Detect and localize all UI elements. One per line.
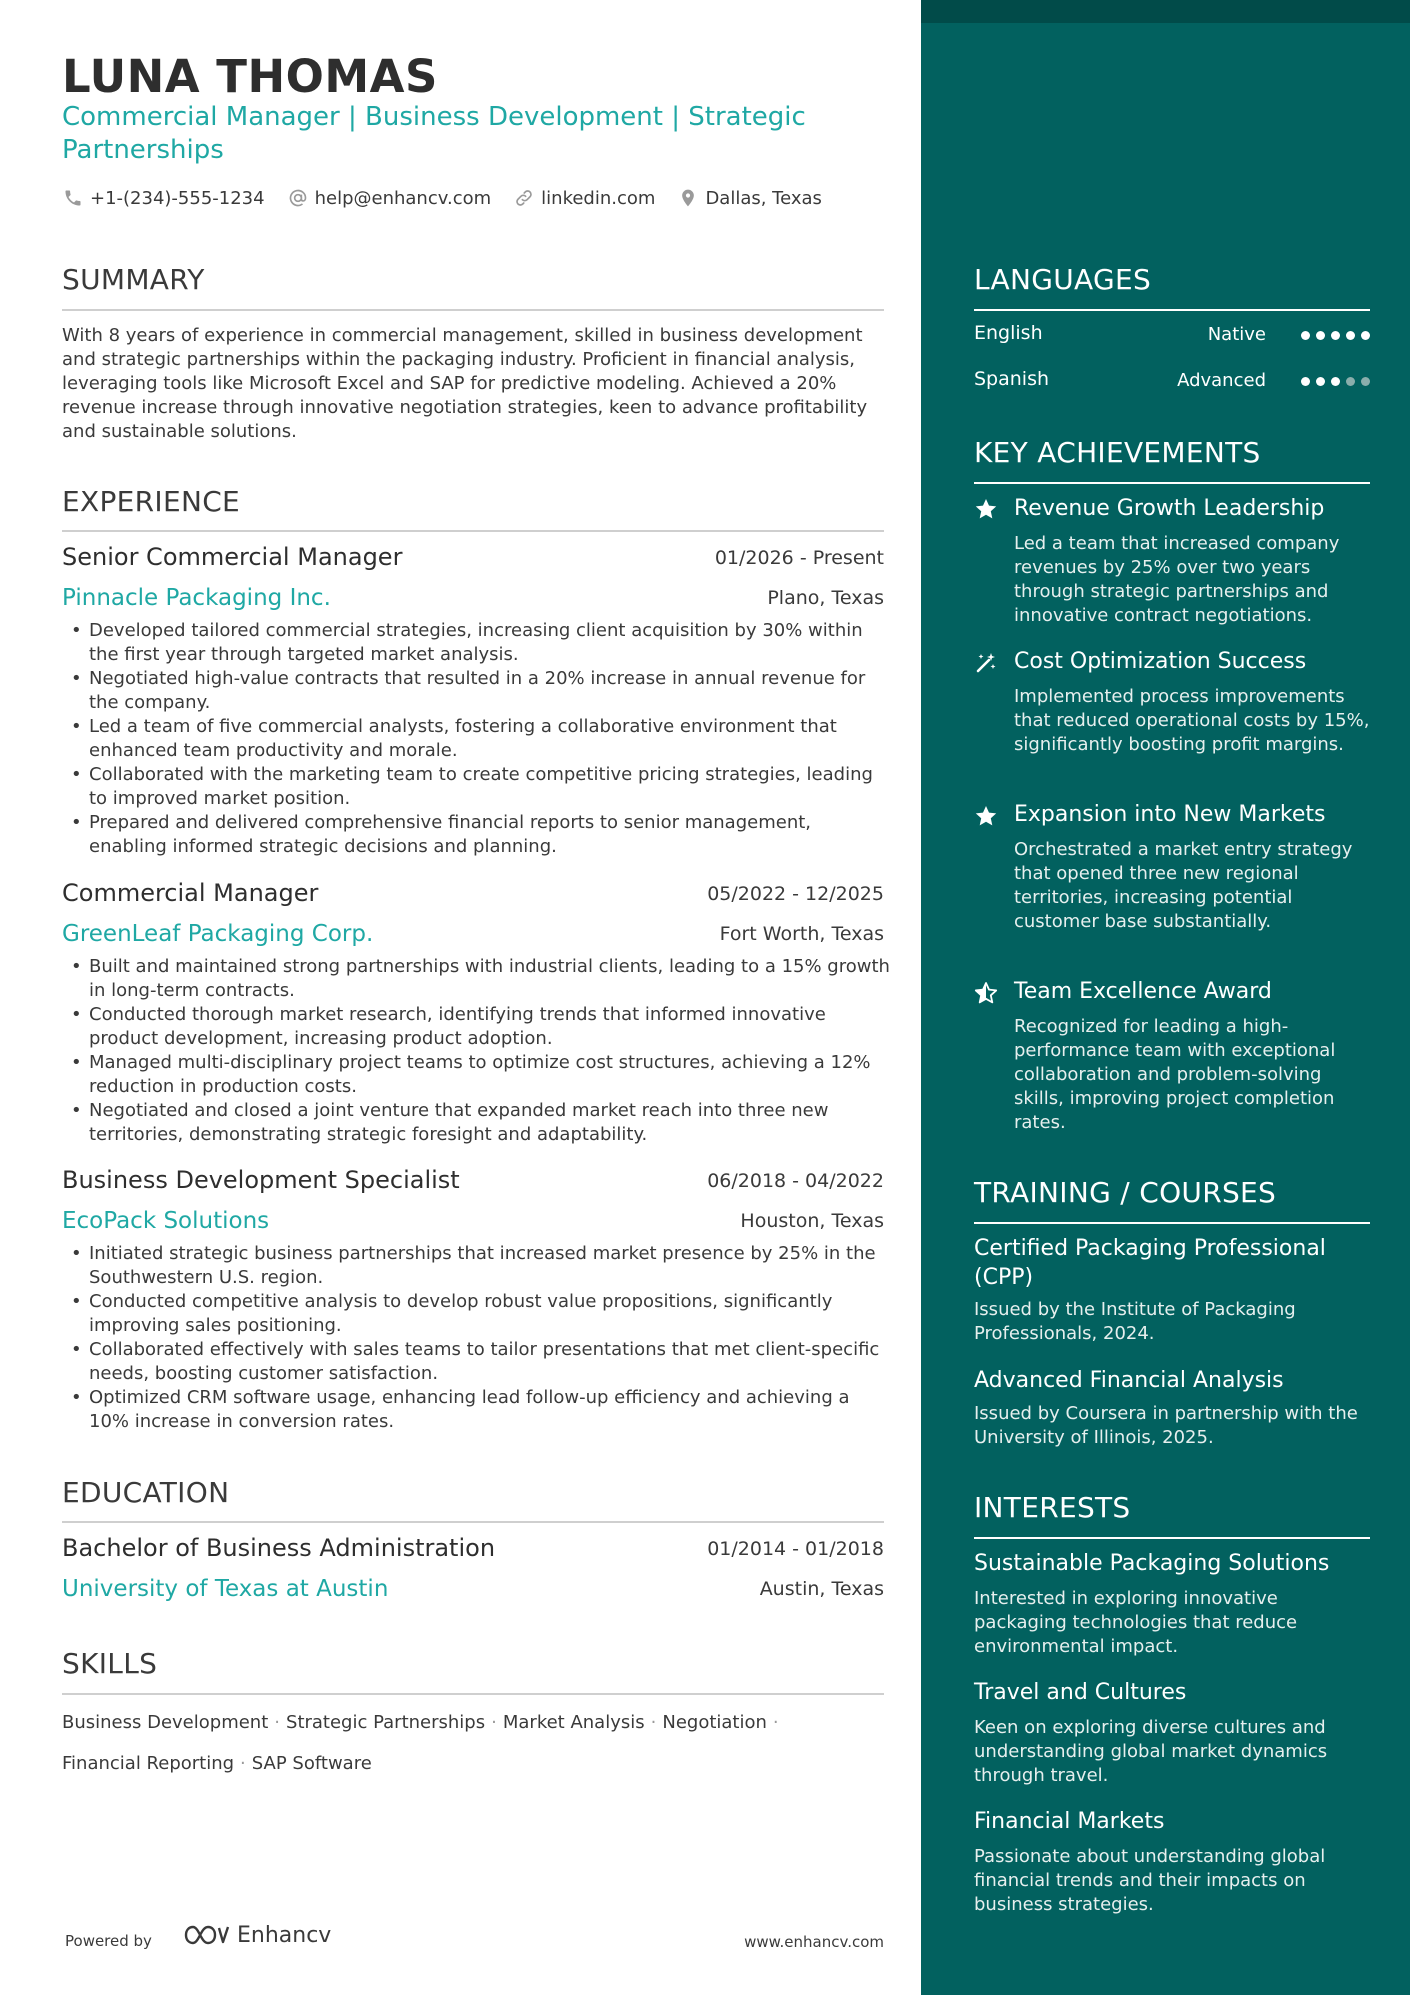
- job-bullets: [62, 619, 892, 859]
- education-degree: Bachelor of Business Administration: [62, 1534, 496, 1562]
- language-row: [974, 322, 1370, 350]
- separator-dot: ·: [772, 1712, 779, 1733]
- achievement-desc: Recognized for leading a high-performance team with exceptional collaboration and problem-solving skills, improving project completion rates.: [1014, 1016, 1336, 1133]
- experience-heading: EXPERIENCE: [62, 485, 241, 518]
- job-bullet: • Collaborated with the marketing team to create competitive pricing strategies, leading to improved market position.: [62, 763, 892, 811]
- rating-dot: [1361, 331, 1370, 340]
- job-dates: 05/2022 - 12/2025: [707, 883, 884, 905]
- interest-title: Financial Markets: [974, 1809, 1165, 1834]
- sidebar: [921, 0, 1410, 1995]
- rating-dot: [1346, 331, 1355, 340]
- achievement-title: Expansion into New Markets: [1014, 802, 1326, 827]
- training-divider: [974, 1222, 1370, 1224]
- star-icon: [974, 804, 1000, 830]
- education-divider: [62, 1521, 884, 1523]
- enhancv-logo-text: Enhancv: [237, 1922, 332, 1948]
- separator-dot: ·: [650, 1712, 657, 1733]
- skill-item: Business Development: [62, 1712, 269, 1733]
- job-location: Plano, Texas: [767, 587, 884, 609]
- contact-linkedin-text: linkedin.com: [541, 187, 656, 209]
- candidate-name: LUNA THOMAS: [62, 50, 438, 103]
- interests-divider: [974, 1537, 1370, 1539]
- interest-title: Sustainable Packaging Solutions: [974, 1551, 1330, 1576]
- half-star-icon: [974, 981, 1000, 1007]
- achievement-title: Team Excellence Award: [1014, 979, 1272, 1004]
- training-heading: TRAINING / COURSES: [974, 1176, 1277, 1209]
- skills-heading: SKILLS: [62, 1647, 158, 1680]
- job-bullets: [62, 1242, 892, 1434]
- skills-list: [62, 1702, 862, 1784]
- skill-item: Negotiation: [662, 1712, 767, 1733]
- summary-heading: SUMMARY: [62, 263, 205, 296]
- training-title: Certified Packaging Professional (CPP): [974, 1236, 1326, 1290]
- rating-dot: [1301, 377, 1310, 386]
- rating-dot: [1346, 377, 1355, 386]
- enhancv-logo[interactable]: [183, 1922, 331, 1948]
- job-company[interactable]: EcoPack Solutions: [62, 1208, 270, 1234]
- separator-dot: ·: [274, 1712, 281, 1733]
- interest-desc: Passionate about understanding global financial trends and their impacts on business strategies.: [974, 1846, 1326, 1915]
- contact-phone-text: +1-(234)-555-1234: [90, 187, 265, 209]
- job-bullet: • Conducted thorough market research, identifying trends that informed innovative product development, increasing product adoption.: [62, 1003, 892, 1051]
- separator-dot: ·: [491, 1712, 497, 1733]
- languages-divider: [974, 309, 1370, 311]
- rating-dot: [1331, 377, 1340, 386]
- achievement-desc: Led a team that increased company revenues by 25% over two years through strategic partnerships and innovative contract negotiations.: [1014, 533, 1340, 626]
- job-bullet: • Negotiated high-value contracts that resulted in a 20% increase in annual revenue for the company.: [62, 667, 892, 715]
- rating-dot: [1316, 331, 1325, 340]
- education-location: Austin, Texas: [759, 1578, 884, 1600]
- job-title: Commercial Manager: [62, 879, 319, 907]
- summary-text: With 8 years of experience in commercial management, skilled in business development and strategic partnerships within the packaging industry. Proficient in financial analysis, leveraging tools like Microsoft Excel and SAP for predictive modeling. Achieved a 20% revenue increase through innovative negotiation strategies, keen to advance profitability and sustainable solutions.: [62, 325, 868, 442]
- contact-email-text: help@enhancv.com: [314, 187, 492, 209]
- language-name: Spanish: [974, 368, 1050, 390]
- interest-desc: Keen on exploring diverse cultures and understanding global market dynamics through travel.: [974, 1717, 1328, 1786]
- languages-heading: LANGUAGES: [974, 263, 1152, 296]
- training-desc: Issued by the Institute of Packaging Professionals, 2024.: [974, 1299, 1296, 1344]
- job-bullet: • Initiated strategic business partnerships that increased market presence by 25% in the Southwestern U.S. region.: [62, 1242, 892, 1290]
- sidebar-top-band: [921, 0, 1410, 23]
- language-rating: [1295, 377, 1370, 386]
- job-bullet: • Managed multi-disciplinary project teams to optimize cost structures, achieving a 12% reduction in production costs.: [62, 1051, 892, 1099]
- job-bullet: • Negotiated and closed a joint venture that expanded market reach into three new territories, demonstrating strategic foresight and adaptability.: [62, 1099, 892, 1147]
- powered-by-label: Powered by: [65, 1932, 152, 1950]
- location-pin-icon: [677, 187, 699, 209]
- interests-heading: INTERESTS: [974, 1491, 1131, 1524]
- training-title: Advanced Financial Analysis: [974, 1368, 1284, 1393]
- skill-item: Financial Reporting: [62, 1753, 235, 1774]
- contact-linkedin[interactable]: [513, 187, 655, 209]
- training-desc: Issued by Coursera in partnership with the University of Illinois, 2025.: [974, 1403, 1358, 1448]
- education-heading: EDUCATION: [62, 1476, 230, 1509]
- language-level: Native: [1207, 324, 1266, 345]
- skill-item: SAP Software: [251, 1753, 372, 1774]
- star-icon: [974, 497, 1000, 523]
- skills-divider: [62, 1693, 884, 1695]
- achievement-title: Revenue Growth Leadership: [1014, 496, 1325, 521]
- job-bullet: • Conducted competitive analysis to develop robust value propositions, significantly improving sales positioning.: [62, 1290, 892, 1338]
- language-rating: [1295, 331, 1370, 340]
- enhancv-logo-icon: [183, 1922, 231, 1948]
- headline: Commercial Manager | Business Development | Strategic Partnerships: [62, 102, 806, 165]
- contact-phone[interactable]: [62, 187, 265, 209]
- job-bullet: • Collaborated effectively with sales teams to tailor presentations that met client-specific needs, boosting customer satisfaction.: [62, 1338, 892, 1386]
- education-dates: 01/2014 - 01/2018: [707, 1538, 884, 1560]
- job-bullet: • Built and maintained strong partnerships with industrial clients, leading to a 15% growth in long-term contracts.: [62, 955, 892, 1003]
- job-company[interactable]: Pinnacle Packaging Inc.: [62, 585, 331, 611]
- job-bullet: • Developed tailored commercial strategies, increasing client acquisition by 30% within the first year through targeted market analysis.: [62, 619, 892, 667]
- at-icon: [287, 187, 309, 209]
- job-title: Senior Commercial Manager: [62, 543, 403, 571]
- contact-location: [677, 187, 822, 209]
- interest-title: Travel and Cultures: [974, 1680, 1187, 1705]
- language-level: Advanced: [1177, 370, 1266, 391]
- summary-divider: [62, 309, 884, 311]
- phone-icon: [62, 187, 84, 209]
- job-title: Business Development Specialist: [62, 1166, 460, 1194]
- job-bullet: • Led a team of five commercial analysts, fostering a collaborative environment that enhanced team productivity and morale.: [62, 715, 892, 763]
- experience-divider: [62, 530, 884, 532]
- magic-wand-icon: [974, 651, 1000, 677]
- language-name: English: [974, 322, 1043, 344]
- contact-location-text: Dallas, Texas: [705, 187, 822, 209]
- contact-email[interactable]: [287, 187, 492, 209]
- language-row: [974, 368, 1370, 396]
- achievement-desc: Orchestrated a market entry strategy that opened three new regional territories, increasing potential customer base substantially.: [1014, 839, 1353, 932]
- achievements-heading: KEY ACHIEVEMENTS: [974, 436, 1261, 469]
- achievement-title: Cost Optimization Success: [1014, 649, 1307, 674]
- job-company[interactable]: GreenLeaf Packaging Corp.: [62, 921, 374, 947]
- rating-dot: [1316, 377, 1325, 386]
- job-bullet: • Optimized CRM software usage, enhancing lead follow-up efficiency and achieving a 10% increase in conversion rates.: [62, 1386, 892, 1434]
- skill-item: Market Analysis: [502, 1712, 645, 1733]
- job-dates: 06/2018 - 04/2022: [707, 1170, 884, 1192]
- skill-item: Strategic Partnerships: [286, 1712, 486, 1733]
- rating-dot: [1361, 377, 1370, 386]
- separator-dot: ·: [240, 1753, 246, 1774]
- job-location: Houston, Texas: [740, 1210, 884, 1232]
- job-dates: 01/2026 - Present: [714, 547, 884, 569]
- link-icon: [513, 187, 535, 209]
- job-bullets: [62, 955, 892, 1147]
- job-location: Fort Worth, Texas: [719, 923, 884, 945]
- interest-desc: Interested in exploring innovative packaging technologies that reduce environmental impact.: [974, 1588, 1298, 1657]
- contact-bar: [62, 184, 844, 212]
- achievement-desc: Implemented process improvements that reduced operational costs by 15%, significantly boosting profit margins.: [1014, 686, 1370, 755]
- rating-dot: [1301, 331, 1310, 340]
- rating-dot: [1331, 331, 1340, 340]
- achievements-divider: [974, 482, 1370, 484]
- job-bullet: • Prepared and delivered comprehensive financial reports to senior management, enabling informed strategic decisions and planning.: [62, 811, 892, 859]
- education-school[interactable]: University of Texas at Austin: [62, 1576, 389, 1602]
- footer-url[interactable]: www.enhancv.com: [744, 1933, 884, 1951]
